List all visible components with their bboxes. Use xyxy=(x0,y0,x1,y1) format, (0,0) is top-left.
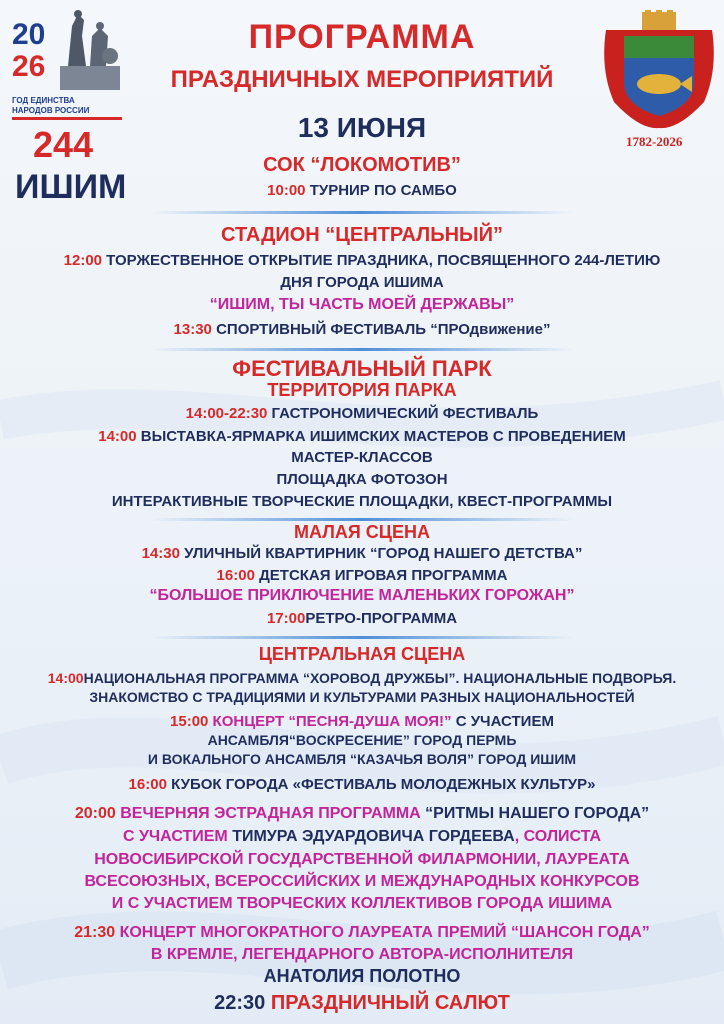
divider xyxy=(150,518,574,521)
stadium-e1-time: 12:00 xyxy=(63,252,103,269)
central-event-2 xyxy=(0,713,724,730)
central-event-4 xyxy=(0,805,724,823)
central-event-3 xyxy=(0,776,724,793)
finale-text: ПРАЗДНИЧНЫЙ САЛЮТ xyxy=(265,992,510,1014)
central-e4-line3: НОВОСИБИРСКОЙ ГОСУДАРСТВЕННОЙ ФИЛАРМОНИИ, ЛАУРЕАТА xyxy=(94,851,630,868)
city-number: 244 xyxy=(33,124,94,165)
stadium-e2-text: СПОРТИВНЫЙ ФЕСТИВАЛЬ “ПРОдвижение” xyxy=(211,321,551,338)
central-e4-performer: ТИМУРА ЭДУАРДОВИЧА ГОРДЕЕВА xyxy=(232,828,515,845)
park-e1-text: ГАСТРОНОМИЧЕСКИЙ ФЕСТИВАЛЬ xyxy=(267,405,539,422)
stadium-event-2 xyxy=(0,321,724,338)
small-e2-text: ДЕТСКАЯ ИГРОВАЯ ПРОГРАММА xyxy=(254,567,508,584)
crest-years: 1782-2026 xyxy=(626,134,683,149)
small-e1-time: 14:30 xyxy=(141,545,180,562)
stadium-e1-text: ТОРЖЕСТВЕННОЕ ОТКРЫТИЕ ПРАЗДНИКА, ПОСВЯЩЕННОГО 244-ЛЕТИЮ xyxy=(102,252,661,269)
central-stage-title: ЦЕНТРАЛЬНАЯ СЦЕНА xyxy=(258,644,466,664)
sok-time: 10:00 xyxy=(267,182,306,199)
sok-event xyxy=(0,182,724,199)
central-e4-program: ВЕЧЕРНЯЯ ЭСТРАДНАЯ ПРОГРАММА xyxy=(115,805,426,822)
central-e2-line2: АНСАМБЛЯ“ВОСКРЕСЕНИЕ” ГОРОД ПЕРМЬ xyxy=(207,732,517,748)
logo-caption-line2: НАРОДОВ РОССИИ xyxy=(12,106,90,115)
stadium-e1-slogan: “ИШИМ, ТЫ ЧАСТЬ МОЕЙ ДЕРЖАВЫ” xyxy=(209,296,515,313)
small-stage-title: МАЛАЯ СЦЕНА xyxy=(294,522,430,542)
event-date: 13 ИЮНЯ xyxy=(297,112,427,143)
central-e4-line5: И С УЧАСТИЕМ ТВОРЧЕСКИХ КОЛЛЕКТИВОВ ГОРОДА ИШИМА xyxy=(111,895,613,912)
central-e1-line2: ЗНАКОМСТВО С ТРАДИЦИЯМИ И КУЛЬТУРАМИ РАЗНЫХ НАЦИОНАЛЬНОСТЕЙ xyxy=(89,689,635,705)
sok-text: ТУРНИР ПО САМБО xyxy=(305,182,457,199)
central-e2-text: С УЧАСТИЕМ xyxy=(451,713,554,730)
central-e5-line3: АНАТОЛИЯ ПОЛОТНО xyxy=(263,966,461,986)
stadium-e2-time: 13:30 xyxy=(173,321,212,338)
central-e2-line3: И ВОКАЛЬНОГО АНСАМБЛЯ “КАЗАЧЬЯ ВОЛЯ” ГОРОД ИШИМ xyxy=(147,751,577,767)
small-stage-event-1 xyxy=(0,545,724,562)
central-e1-time: 14:00 xyxy=(47,670,84,686)
finale-time: 22:30 xyxy=(214,992,266,1014)
divider xyxy=(150,636,574,639)
central-e5-concert: КОНЦЕРТ МНОГОКРАТНОГО ЛАУРЕАТА ПРЕМИЙ “ШАНСОН ГОДА” xyxy=(115,924,650,941)
central-e2-concert: КОНЦЕРТ “ПЕСНЯ-ДУША МОЯ!” xyxy=(208,713,452,730)
central-event-5 xyxy=(0,924,724,942)
small-e3-time: 17:00 xyxy=(266,610,306,627)
logo-year-top: 20 xyxy=(12,18,46,51)
central-event-1 xyxy=(0,670,724,686)
park-event-2 xyxy=(0,428,724,445)
small-e1-text: УЛИЧНЫЙ КВАРТИРНИК “ГОРОД НАШЕГО ДЕТСТВА” xyxy=(179,545,583,562)
central-e1-text: НАЦИОНАЛЬНАЯ ПРОГРАММА “ХОРОВОД ДРУЖБЫ”. НАЦИОНАЛЬНЫЕ ПОДВОРЬЯ. xyxy=(83,670,677,686)
small-e2-time: 16:00 xyxy=(216,567,255,584)
park-e2-time: 14:00 xyxy=(98,428,137,445)
small-e3-text: РЕТРО-ПРОГРАММА xyxy=(305,610,458,627)
park-subtitle: ТЕРРИТОРИЯ ПАРКА xyxy=(267,380,457,400)
divider xyxy=(150,211,574,214)
stadium-e1-line2: ДНЯ ГОРОДА ИШИМА xyxy=(280,274,444,291)
central-e4-time: 20:00 xyxy=(74,805,116,822)
logo-year-bottom: 26 xyxy=(12,50,46,83)
park-event-4: ИНТЕРАКТИВНЫЕ ТВОРЧЕСКИЕ ПЛОЩАДКИ, КВЕСТ-ПРОГРАММЫ xyxy=(111,493,613,510)
central-e5-time: 21:30 xyxy=(74,924,116,941)
sok-title: СОК “ЛОКОМОТИВ” xyxy=(263,154,461,176)
central-e4-soloist: , СОЛИСТА xyxy=(514,828,602,845)
park-event-3: ПЛОЩАДКА ФОТОЗОН xyxy=(276,471,448,488)
small-e2-slogan: “БОЛЬШОЕ ПРИКЛЮЧЕНИЕ МАЛЕНЬКИХ ГОРОЖАН” xyxy=(149,587,575,604)
divider xyxy=(150,348,574,351)
central-e2-time: 15:00 xyxy=(170,713,209,730)
central-e4-with: С УЧАСТИЕМ xyxy=(122,828,233,845)
program-subtitle: ПРАЗДНИЧНЫХ МЕРОПРИЯТИЙ xyxy=(170,66,554,93)
central-e3-time: 16:00 xyxy=(128,776,167,793)
small-stage-event-2 xyxy=(0,567,724,584)
park-e2-text: ВЫСТАВКА-ЯРМАРКА ИШИМСКИХ МАСТЕРОВ С ПРОВЕДЕНИЕМ xyxy=(136,428,626,445)
central-e3-text: КУБОК ГОРОДА «ФЕСТИВАЛЬ МОЛОДЕЖНЫХ КУЛЬТУР» xyxy=(166,776,596,793)
program-title: ПРОГРАММА xyxy=(248,18,476,56)
park-event-1 xyxy=(0,405,724,422)
central-e5-line2: В КРЕМЛЕ, ЛЕГЕНДАРНОГО АВТОРА-ИСПОЛНИТЕЛЯ xyxy=(150,946,574,963)
stadium-title: СТАДИОН “ЦЕНТРАЛЬНЫЙ” xyxy=(221,224,503,246)
stadium-event-1 xyxy=(0,252,724,269)
finale xyxy=(0,992,724,1015)
logo-caption-line1: ГОД ЕДИНСТВА xyxy=(12,96,75,105)
central-e4-line2 xyxy=(0,828,724,846)
small-stage-event-3 xyxy=(0,610,724,627)
park-title: ФЕСТИВАЛЬНЫЙ ПАРК xyxy=(232,356,492,381)
city-name: ИШИМ xyxy=(15,168,127,206)
park-e1-time: 14:00-22:30 xyxy=(185,405,268,422)
central-e4-title: “РИТМЫ НАШЕГО ГОРОДА” xyxy=(425,805,650,822)
central-e4-line4: ВСЕСОЮЗНЫХ, ВСЕРОССИЙСКИХ И МЕЖДУНАРОДНЫХ КОНКУРСОВ xyxy=(84,873,640,890)
park-e2-line2: МАСТЕР-КЛАССОВ xyxy=(291,449,433,466)
